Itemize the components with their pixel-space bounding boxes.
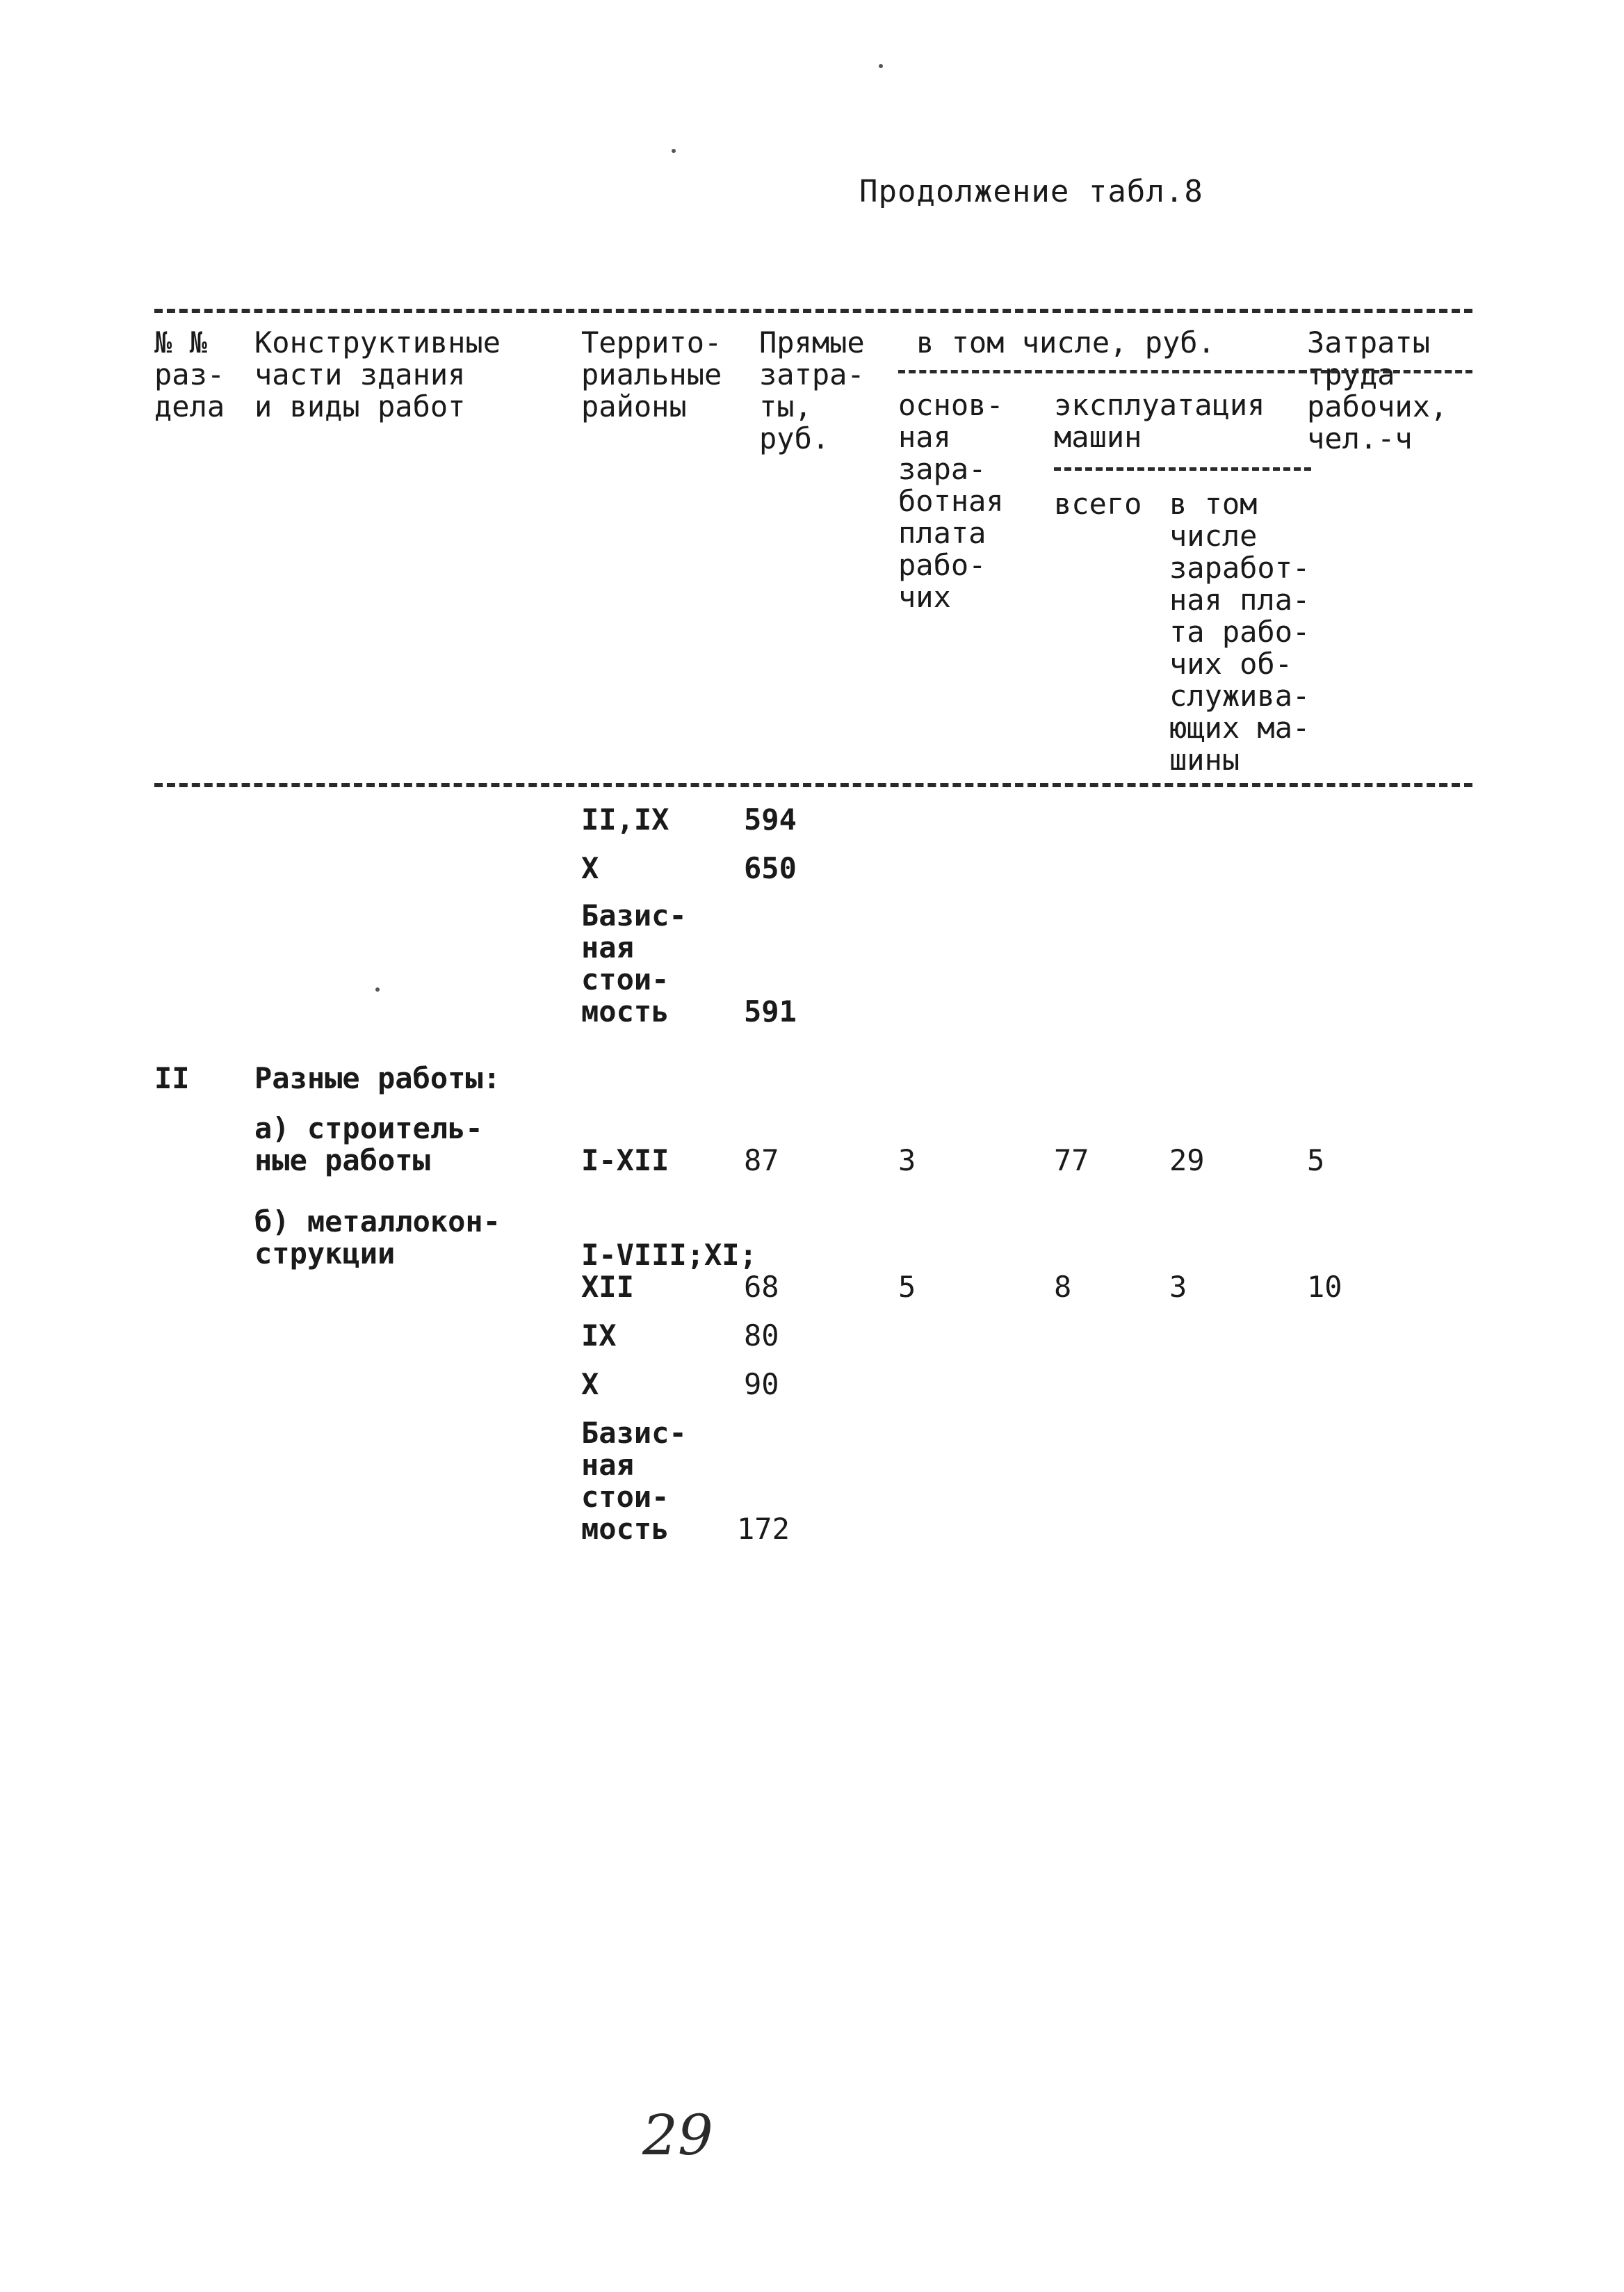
header-building-parts: Конструктивные части здания и виды работ bbox=[254, 325, 501, 423]
header-territorial-regions: Террито- риальные районы bbox=[581, 325, 722, 423]
header-section-number: № № раз- дела bbox=[154, 325, 225, 423]
section-number: II bbox=[154, 1061, 190, 1095]
row-cost: 172 bbox=[737, 1512, 790, 1546]
row-machines-wage: 29 bbox=[1169, 1143, 1205, 1177]
row-cost: 650 bbox=[744, 851, 797, 885]
row-cost: 90 bbox=[744, 1367, 779, 1401]
row-wage: 3 bbox=[898, 1143, 916, 1177]
row-wage: 5 bbox=[898, 1270, 916, 1304]
row-region: X bbox=[581, 851, 599, 885]
header-bottom-rule bbox=[154, 783, 1472, 787]
header-group-rule bbox=[898, 370, 1306, 373]
header-labor-costs: Затраты труда рабочих, чел.-ч bbox=[1307, 325, 1448, 455]
header-base-wage: основ- ная зара- ботная плата рабо- чих bbox=[898, 388, 1004, 614]
row-region: I-VIII;XI; XII bbox=[581, 1238, 757, 1304]
scan-speck bbox=[879, 64, 883, 68]
row-labor: 5 bbox=[1307, 1143, 1325, 1177]
row-cost: 591 bbox=[744, 994, 797, 1028]
header-labor-rule bbox=[1300, 370, 1472, 373]
row-region: Базис- ная стои- мость bbox=[581, 1416, 687, 1546]
row-region: II,IX bbox=[581, 802, 669, 837]
row-region: I-XII bbox=[581, 1143, 669, 1177]
row-region: Базис- ная стои- мость bbox=[581, 898, 687, 1028]
table-caption: Продолжение табл.8 bbox=[859, 174, 1203, 209]
header-direct-costs: Прямые затра- ты, руб. bbox=[759, 325, 865, 455]
row-machines-total: 8 bbox=[1054, 1270, 1072, 1304]
scan-speck bbox=[672, 149, 676, 153]
header-machines-total: всего bbox=[1054, 487, 1142, 521]
row-machines-total: 77 bbox=[1054, 1143, 1089, 1177]
row-cost: 87 bbox=[744, 1143, 779, 1177]
row-cost: 80 bbox=[744, 1318, 779, 1353]
row-title: б) металлокон- струкции bbox=[254, 1204, 501, 1270]
row-region: IX bbox=[581, 1318, 617, 1353]
row-title: а) строитель- ные работы bbox=[254, 1111, 483, 1177]
row-cost: 68 bbox=[744, 1270, 779, 1304]
header-top-rule bbox=[154, 309, 1472, 313]
row-cost: 594 bbox=[744, 802, 797, 837]
section-title: Разные работы: bbox=[254, 1061, 501, 1095]
scan-speck bbox=[375, 987, 380, 992]
row-labor: 10 bbox=[1307, 1270, 1342, 1304]
page-number: 29 bbox=[642, 2103, 713, 2168]
header-including-group: в том числе, руб. bbox=[916, 325, 1215, 360]
row-region: X bbox=[581, 1367, 599, 1401]
header-machine-rule bbox=[1054, 467, 1311, 471]
header-machine-operation: эксплуатация машин bbox=[1054, 388, 1265, 454]
row-machines-wage: 3 bbox=[1169, 1270, 1187, 1304]
header-machines-wage: в том числе заработ- ная пла- та рабо- чих об- служива- ющих ма- шины bbox=[1169, 487, 1310, 777]
